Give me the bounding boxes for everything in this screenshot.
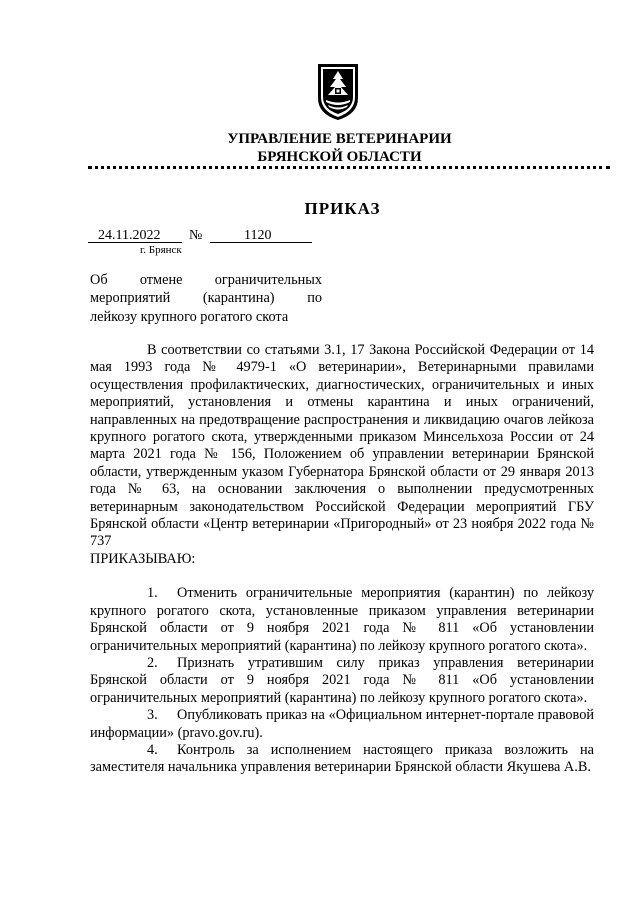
subject-line: мероприятий (карантина) по [90,290,322,307]
date-underline [88,242,182,243]
order-item [90,742,594,777]
document-type: ПРИКАЗ [304,199,381,218]
organization-name-line1: УПРАВЛЕНИЕ ВЕТЕРИНАРИИ [227,131,452,147]
document-body [90,342,594,777]
document-date: 24.11.2022 [98,228,161,243]
number-sign: № [189,228,203,243]
order-item-number: 4. [147,741,158,758]
order-word: ПРИКАЗЫВАЮ: [90,550,196,567]
order-item-number: 2. [147,654,158,671]
subject-line: Об отмене ограничительных [90,272,322,288]
order-item [90,655,594,707]
order-item-number: 1. [147,585,158,602]
order-item-number: 3. [147,707,158,724]
subject-line: лейкозу крупного рогатого скота [90,308,289,325]
coat-of-arms-icon [316,62,360,122]
order-item [90,707,594,742]
number-underline [210,242,312,243]
header-divider [88,166,610,169]
order-item-text: Опубликовать приказ на «Официальном интернет-портале правовой информации» (pravo.gov.ru). [90,707,594,741]
order-item-text: Контроль за исполнением настоящего приказа возложить на заместителя начальника управления ветеринарии Брянской области Якушева А.В. [90,741,594,776]
order-item-text: Отменить ограничительные мероприятия (карантин) по лейкозу крупного рогатого скота, установленные приказом управления ветеринарии Брянской области от 9 ноября 2021 года № 811 «Об установлении ограничительных мероприятий (карантина) по лейкозу крупного рогатого скота». [90,585,594,654]
order-item-text: Признать утратившим силу приказ управления ветеринарии Брянской области от 9 ноября 2021 года № 811 «Об установлении ограничительных мероприятий (карантина) по лейкозу крупного рогатого скота». [90,654,594,706]
document-city: г. Брянск [140,244,182,256]
document-subject [90,271,322,326]
order-item [90,585,594,655]
preamble-paragraph: В соответствии со статьями 3.1, 17 Закона Российской Федерации от 14 мая 1993 года № 4979-1 «О ветеринарии», Ветеринарными правилами осуществления профилактических, диагностических, ограничительных и иных мероприятий, установления и отмены карантина и иных ограничений, направленных на предотвращение распространения и ликвидацию очагов лейкоза крупного рогатого скота, утвержденными приказом Минсельхоза России от 24 марта 2021 года № 156, Положением об управлении ветеринарии Брянской области, утвержденным указом Губернатора Брянской области от 29 января 2013 года № 63, на основании заключения о выполнении предусмотренных ветеринарным законодательством Российской Федерации мероприятий ГБУ Брянской области «Центр ветеринарии «Пригородный» от 23 ноября 2022 года № 737 [90,342,594,550]
document-number: 1120 [244,228,272,243]
organization-name-line2: БРЯНСКОЙ ОБЛАСТИ [257,149,422,165]
